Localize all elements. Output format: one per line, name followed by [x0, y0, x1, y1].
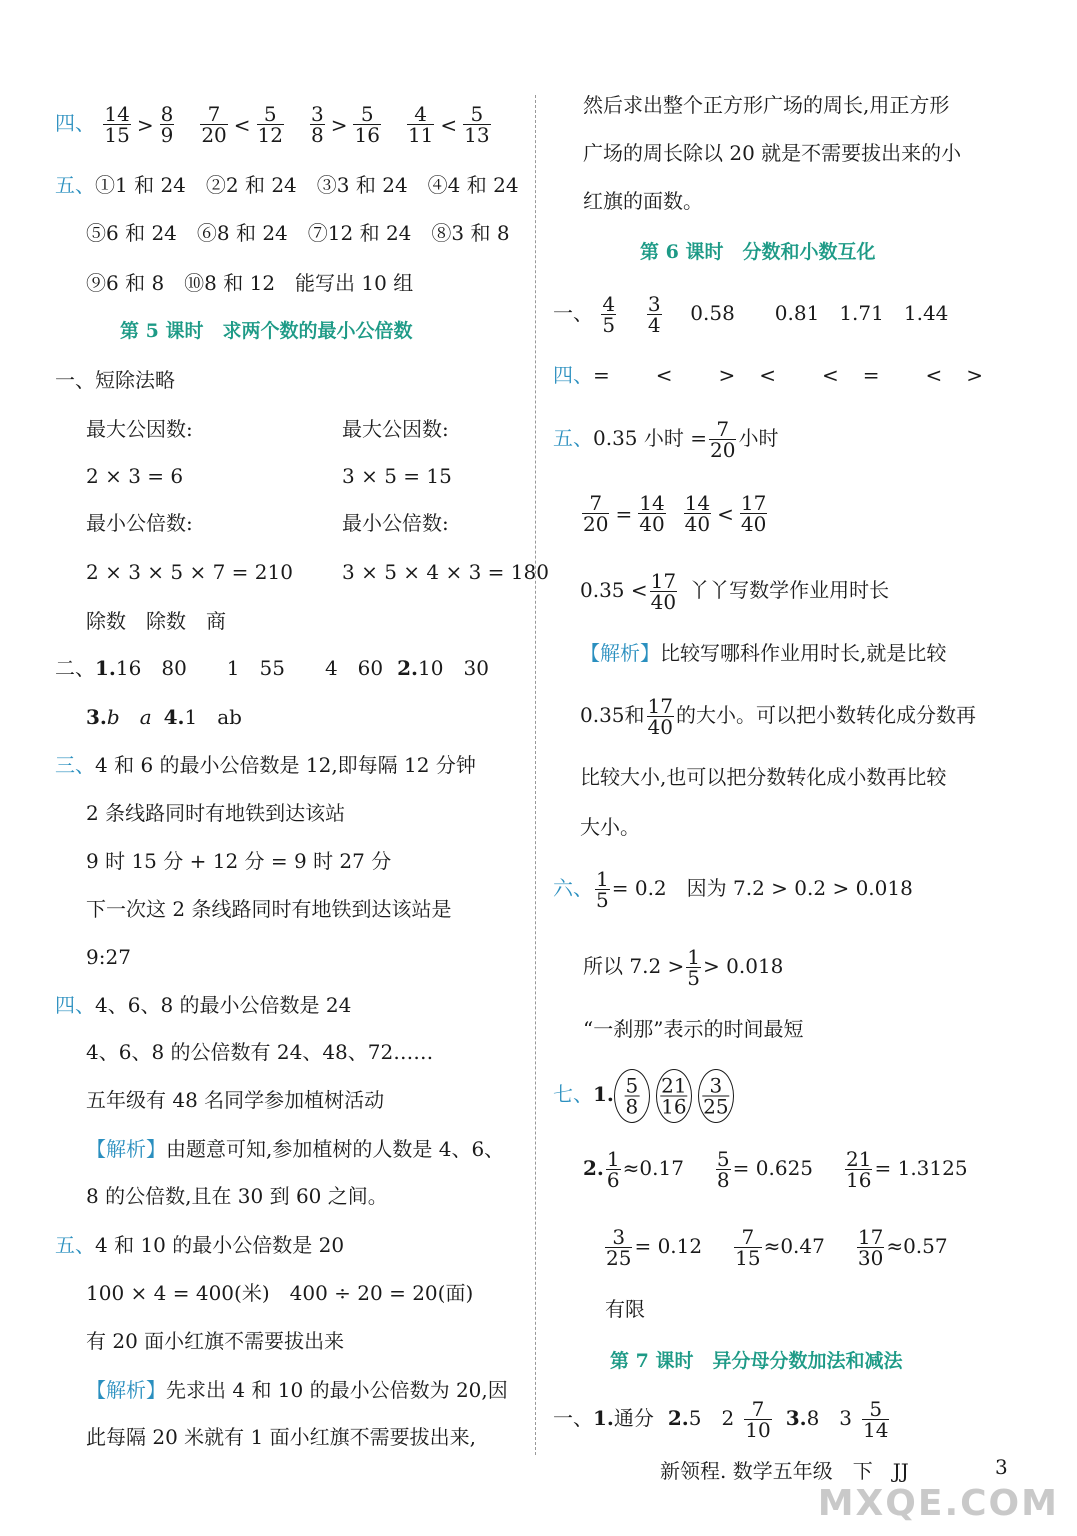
r5-line-2: [580, 490, 769, 536]
r7-line-3: [603, 1222, 948, 1270]
column-divider: [535, 95, 536, 1455]
comparison-sign: <: [717, 501, 734, 526]
r5-analysis-2: [580, 693, 976, 737]
q3-line-2: 2 条线路同时有地铁到达该站: [86, 801, 346, 825]
q4-line-2: 4、6、8 的公倍数有 24、48、72……: [86, 1040, 434, 1064]
fraction: $\frac{5}{8}$: [716, 1147, 730, 1192]
r6-line-2: [583, 944, 783, 988]
fraction: $\frac{4}{11}$: [407, 102, 434, 147]
fraction: $\frac{1}{5}$: [596, 867, 609, 912]
q2-line-2: [86, 702, 242, 732]
s5-mark: 五、: [55, 173, 95, 197]
r4-comparisons: = < > < < = < >: [593, 363, 986, 387]
lesson6-title: 第 6 课时 分数和小数互化: [640, 241, 876, 263]
fraction: $\frac{3}{25}$: [606, 1225, 632, 1270]
circled-fraction: [614, 1069, 650, 1123]
r5-l3-a: 0.35 <: [580, 578, 648, 602]
lesson5-title: 第 5 课时 求两个数的最小公倍数: [120, 320, 413, 342]
analysis-tag: 【解析】: [86, 1137, 166, 1161]
r1-mark: 一、: [553, 301, 593, 325]
q2-ans-4: 1 ab: [184, 705, 242, 729]
r7-circled-fractions: [614, 1073, 740, 1118]
q5-line-1: [55, 1230, 344, 1260]
fraction: $\frac{3}{8}$: [310, 102, 324, 147]
r5-analysis-1: [580, 638, 946, 668]
approx-value: ≈0.47: [763, 1234, 825, 1258]
r6-l2-a: 所以 7.2 >: [583, 954, 685, 978]
r5-text-a: 0.35 小时 =: [593, 426, 708, 450]
fraction: $\frac{14}{15}$: [104, 102, 130, 147]
r6-text-1: = 0.2 因为 7.2 > 0.2 > 0.018: [611, 876, 913, 900]
analysis-tag: 【解析】: [580, 641, 660, 665]
lcm-val-b: 3 × 5 × 4 × 3 = 180: [342, 560, 549, 584]
comparison-sign: >: [330, 112, 348, 137]
q1-mark: 一、: [55, 368, 95, 392]
q4-analysis-2: 8 的公倍数,且在 30 到 60 之间。: [86, 1184, 388, 1208]
fraction: $\frac{5}{12}$: [257, 102, 283, 147]
q1-text: 短除法略: [95, 368, 175, 392]
s5-text-1: ①1 和 24 ②2 和 24 ③3 和 24 ④4 和 24: [95, 173, 519, 197]
q2-ans-3: b a: [106, 705, 152, 729]
fraction: 21 16: [661, 1073, 687, 1118]
s4-line: [55, 100, 493, 148]
fraction: $\frac{7}{20}$: [710, 417, 736, 462]
r7-num-2: 2.: [583, 1156, 604, 1180]
s5-line-1: [55, 170, 519, 200]
q5-line-2: 100 × 4 = 400(米) 400 ÷ 20 = 20(面): [86, 1281, 474, 1305]
gcf-val-b: 3 × 5 = 15: [342, 464, 452, 488]
fraction: $\frac{14}{40}$: [639, 491, 665, 536]
q4-analysis-1: [86, 1134, 504, 1164]
q5-analysis-1: [86, 1375, 508, 1405]
fraction: $\frac{7}{10}$: [745, 1397, 771, 1442]
q3-line-4: 下一次这 2 条线路同时有地铁到达该站是: [86, 897, 452, 921]
fraction: $\frac{4}{5}$: [602, 292, 616, 337]
r4-mark: 四、: [553, 363, 593, 387]
fraction: $\frac{7}{20}$: [201, 102, 227, 147]
fraction: $\frac{7}{15}$: [735, 1225, 761, 1270]
q1-words: 除数 除数 商: [86, 609, 226, 633]
r6-mark: 六、: [553, 876, 593, 900]
r7-mark: 七、: [553, 1082, 593, 1106]
q5-text-1: 4 和 10 的最小公倍数是 20: [95, 1233, 345, 1257]
lcm-label-b: 最小公倍数:: [342, 511, 449, 535]
fraction: $\frac{21}{16}$: [846, 1147, 872, 1192]
fraction: $\frac{17}{40}$: [740, 491, 767, 536]
r6-l2-b: > 0.018: [703, 954, 784, 978]
watermark: MXQE.COM: [817, 1483, 1059, 1524]
fraction: $\frac{5}{16}$: [354, 102, 380, 147]
r5-mark: 五、: [553, 426, 593, 450]
q4-analysis-text-1: 由题意可知,参加植树的人数是 4、6、: [166, 1137, 505, 1161]
q4-line-3: 五年级有 48 名同学参加植树活动: [86, 1088, 385, 1112]
r8-num-2: 2.: [667, 1406, 689, 1430]
q4-line-1: [55, 990, 351, 1020]
r7-num-1: 1.: [593, 1082, 614, 1106]
r7-end: 有限: [605, 1297, 645, 1321]
fraction: $\frac{1}{6}$: [606, 1147, 620, 1192]
q2-line-1: [55, 653, 489, 683]
q5-mark: 五、: [55, 1233, 95, 1257]
r7-line-1: [553, 1064, 740, 1124]
q2-ans-2: 10 30: [418, 656, 489, 680]
fraction: $\frac{5}{13}$: [464, 102, 490, 147]
s5-line-3: ⑨6 和 8 ⑩8 和 12 能写出 10 组: [86, 271, 414, 295]
q2-num-2: 2.: [397, 656, 419, 680]
approx-value: = 1.3125: [874, 1156, 968, 1180]
approx-value: ≈0.17: [622, 1156, 684, 1180]
r1-decimals: 0.58 0.81 1.71 1.44: [690, 301, 949, 325]
r6-line-1: [553, 866, 913, 910]
r8-ans-1: 通分: [613, 1406, 654, 1430]
approx-value: = 0.625: [732, 1156, 814, 1180]
r7-row-1: [604, 1147, 968, 1192]
fraction: $\frac{17}{30}$: [857, 1225, 884, 1270]
s5-line-2: ⑤6 和 24 ⑥8 和 24 ⑦12 和 24 ⑧3 和 8: [86, 221, 510, 245]
r5-line-3: [580, 568, 889, 612]
q2-num-4: 4.: [163, 705, 185, 729]
q3-text-1: 4 和 6 的最小公倍数是 12,即每隔 12 分钟: [95, 753, 476, 777]
q2-num-1: 1.: [95, 656, 116, 680]
fraction: $\frac{17}{40}$: [650, 569, 677, 614]
comparison-sign: <: [440, 112, 458, 137]
r5-a2-b: 的大小。可以把小数转化成分数再: [675, 703, 976, 727]
q4-mark: 四、: [55, 993, 95, 1017]
page-number: 3: [995, 1455, 1008, 1479]
r8-num-3: 3.: [785, 1406, 807, 1430]
fraction: $\frac{17}{40}$: [647, 694, 673, 739]
analysis-tag: 【解析】: [86, 1378, 166, 1402]
r5-analysis-3: 比较大小,也可以把分数转化成小数再比较: [580, 765, 947, 789]
q5-line-3: 有 20 面小红旗不需要拔出来: [86, 1329, 345, 1353]
fraction: 5 8: [625, 1073, 639, 1118]
r5-analysis-4: 大小。: [580, 815, 640, 839]
lesson7-title: 第 7 课时 异分母分数加法和减法: [610, 1350, 903, 1372]
q2-num-3: 3.: [86, 705, 107, 729]
r5-a2-a: 0.35和: [580, 703, 645, 727]
footer-book: 新领程. 数学五年级 下 JJ: [660, 1459, 909, 1483]
r1-line: [553, 291, 948, 335]
r5-line-1: [553, 416, 778, 460]
circled-fraction: [656, 1069, 692, 1123]
fraction: $\frac{7}{20}$: [583, 491, 609, 536]
fraction: $\frac{14}{40}$: [684, 491, 711, 536]
comparison-sign: =: [615, 501, 633, 526]
gcf-label-b: 最大公因数:: [342, 417, 449, 441]
r8-ans-3: 8 3: [806, 1406, 853, 1430]
gcf-val-a: 2 × 3 = 6: [86, 464, 184, 488]
s4-mark: 四、: [55, 111, 95, 135]
r4-line: [553, 360, 985, 390]
q3-line-3: 9 时 15 分 + 12 分 = 9 时 27 分: [86, 849, 392, 873]
comparison-sign: >: [136, 112, 154, 137]
q5-analysis-text-1: 先求出 4 和 10 的最小公倍数为 20,因: [166, 1378, 508, 1402]
q2-mark: 二、: [55, 656, 95, 680]
approx-value: ≈0.57: [886, 1234, 948, 1258]
r6-line-3: “一刹那”表示的时间最短: [583, 1017, 804, 1041]
fraction: 3 25: [703, 1073, 729, 1118]
r8-ans-2: 5 2: [688, 1406, 735, 1430]
comparison-sign: <: [233, 112, 251, 137]
s4-comparisons: [101, 102, 492, 147]
q5-analysis-2: 此每隔 20 米就有 1 面小红旗不需要拔出来,: [86, 1425, 476, 1449]
r5-analysis-text-1: 比较写哪科作业用时长,就是比较: [660, 641, 947, 665]
fraction: $\frac{3}{4}$: [647, 292, 661, 337]
q3-line-5: 9:27: [86, 945, 131, 969]
q3-mark: 三、: [55, 753, 95, 777]
q3-line-1: [55, 750, 476, 780]
r8-line: [553, 1394, 891, 1442]
lcm-label-a: 最小公倍数:: [86, 511, 193, 535]
q1-line: [55, 365, 175, 395]
r5-l3-b: 丫丫写数学作业用时长: [689, 578, 890, 602]
r7-line-2: [583, 1144, 968, 1192]
cont-line-1: 然后求出整个正方形广场的周长,用正方形: [583, 93, 950, 117]
cont-line-3: 红旗的面数。: [583, 189, 703, 213]
r8-num-1: 1.: [593, 1406, 614, 1430]
r8-mark: 一、: [553, 1406, 593, 1430]
circled-fraction: [698, 1069, 734, 1123]
q4-text-1: 4、6、8 的最小公倍数是 24: [95, 993, 352, 1017]
cont-line-2: 广场的周长除以 20 就是不需要拔出来的小: [583, 141, 962, 165]
lcm-val-a: 2 × 3 × 5 × 7 = 210: [86, 560, 293, 584]
fraction: $\frac{8}{9}$: [160, 102, 174, 147]
gcf-label-a: 最大公因数:: [86, 417, 193, 441]
fraction: $\frac{1}{5}$: [687, 945, 701, 990]
fraction: $\frac{5}{14}$: [863, 1397, 889, 1442]
q2-ans-1: 16 80 1 55 4 60: [115, 656, 384, 680]
approx-value: = 0.12: [634, 1234, 703, 1258]
r5-text-b: 小时: [738, 426, 779, 450]
